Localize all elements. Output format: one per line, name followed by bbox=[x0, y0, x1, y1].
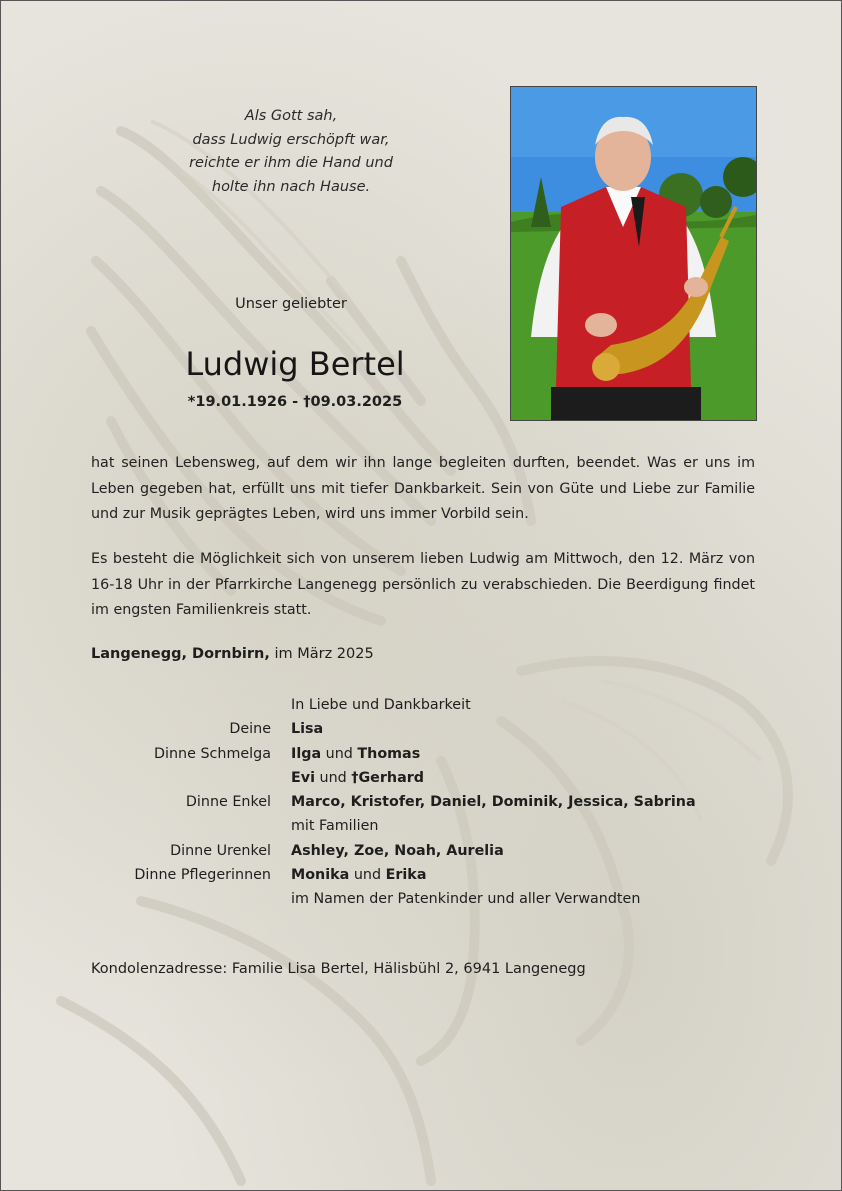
memorial-quote bbox=[151, 105, 431, 199]
portrait-photo bbox=[510, 86, 757, 421]
mourner-name: Evi bbox=[291, 769, 315, 786]
place-names: Langenegg, Dornbirn, bbox=[91, 646, 270, 662]
mourner-row bbox=[91, 887, 755, 911]
quote-line: Als Gott sah, bbox=[244, 108, 338, 124]
connector: und bbox=[315, 769, 352, 786]
mourner-names bbox=[291, 863, 426, 887]
mourner-row bbox=[91, 790, 755, 814]
quote-line: dass Ludwig erschöpft war, bbox=[192, 131, 390, 148]
mourner-note: mit Familien bbox=[291, 818, 379, 835]
mourner-row bbox=[91, 717, 755, 741]
mourner-names bbox=[291, 766, 424, 790]
mourner-name: Monika bbox=[291, 867, 350, 884]
mourner-row bbox=[91, 742, 755, 766]
mourner-role: Dinne Schmelga bbox=[154, 745, 271, 762]
mourner-names bbox=[291, 839, 504, 863]
mourner-note: im Namen der Patenkinder und aller Verwandten bbox=[291, 891, 641, 908]
paragraph-life: hat seinen Lebensweg, auf dem wir ihn lange begleiten durften, beendet. Was er uns im Leben gegeben hat, erfüllt uns mit tiefer Dankbarkeit. Sein von Güte und Liebe zur Familie und zur Musik geprägtes Leben, wird uns immer Vorbild sein. bbox=[91, 455, 755, 522]
mourner-name: †Gerhard bbox=[351, 769, 425, 786]
quote-line: holte ihn nach Hause. bbox=[211, 178, 371, 195]
quote-line: reichte er ihm die Hand und bbox=[189, 155, 393, 171]
mourner-names bbox=[291, 790, 696, 814]
mourner-name: Lisa bbox=[291, 721, 324, 738]
mourner-name: Ilga bbox=[291, 745, 322, 762]
mourner-row bbox=[91, 693, 755, 717]
mourner-role: Dinne Urenkel bbox=[170, 842, 271, 859]
mourner-role: Dinne Pflegerinnen bbox=[134, 867, 271, 884]
mourner-names bbox=[291, 742, 420, 766]
paragraph-farewell: Es besteht die Möglichkeit sich von unserem lieben Ludwig am Mittwoch, den 12. März von 16-18 Uhr in der Pfarrkirche Langenegg persönlich zu verabschieden. Die Beerdigung findet im engsten Familienkreis statt. bbox=[91, 551, 755, 618]
mourner-row bbox=[91, 863, 755, 887]
mourner-role: Dinne Enkel bbox=[185, 794, 271, 811]
mourners-heading: In Liebe und Dankbarkeit bbox=[291, 697, 471, 713]
mourner-role: Deine bbox=[229, 721, 271, 738]
deceased-name: Ludwig Bertel bbox=[185, 345, 405, 383]
mourners-list bbox=[91, 693, 755, 912]
mourner-row bbox=[91, 766, 755, 790]
connector: und bbox=[349, 867, 386, 884]
intro-text: Unser geliebter bbox=[235, 296, 347, 312]
mourner-name: Thomas bbox=[357, 745, 421, 762]
place-date-line bbox=[91, 646, 374, 662]
mourner-name: Erika bbox=[385, 867, 427, 884]
life-dates: *19.01.1926 - †09.03.2025 bbox=[187, 394, 403, 410]
connector: und bbox=[321, 745, 358, 762]
mourner-names bbox=[291, 717, 323, 741]
date-text: im März 2025 bbox=[269, 646, 374, 662]
mourner-name: Marco, Kristofer, Daniel, Dominik, Jessica, Sabrina bbox=[291, 794, 696, 811]
mourner-row bbox=[91, 814, 755, 838]
mourner-row bbox=[91, 839, 755, 863]
mourner-name: Ashley, Zoe, Noah, Aurelia bbox=[291, 842, 504, 859]
condolence-address: Kondolenzadresse: Familie Lisa Bertel, Hälisbühl 2, 6941 Langenegg bbox=[91, 961, 586, 977]
